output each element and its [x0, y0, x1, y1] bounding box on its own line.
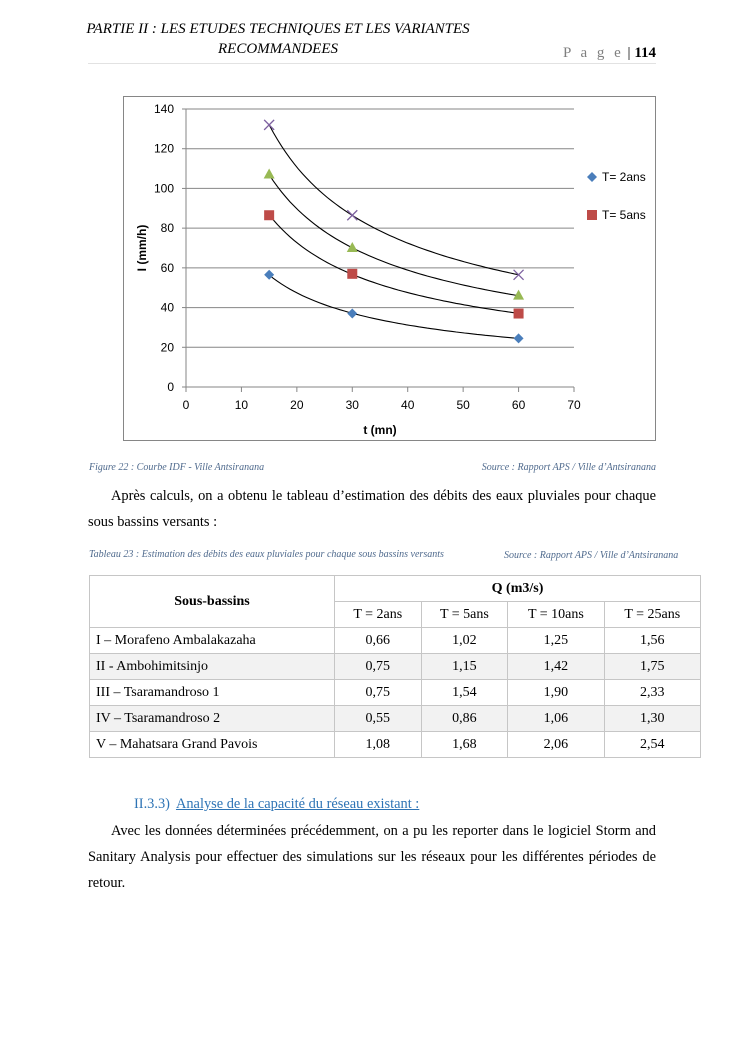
- y-tick-label: 40: [160, 300, 174, 315]
- data-point: [347, 309, 357, 319]
- section-number: II.3.3): [134, 796, 170, 812]
- flow-value: 0,75: [335, 654, 422, 680]
- legend-marker: [587, 172, 597, 182]
- flow-value: 0,55: [335, 706, 422, 732]
- section-title: Analyse de la capacité du réseau existant :: [175, 796, 420, 812]
- table-row: [90, 706, 701, 732]
- idf-chart-svg: [124, 97, 657, 442]
- flow-value: 1,90: [508, 680, 604, 706]
- figure-caption: Figure 22 : Courbe IDF - Ville Antsiranana: [89, 462, 265, 473]
- header-title-line1: PARTIE II : LES ETUDES TECHNIQUES ET LES VARIANTES: [86, 21, 470, 37]
- header-q: Q (m3/s): [335, 576, 701, 602]
- header-period: T = 10ans: [508, 602, 604, 628]
- legend-label: T= 5ans: [602, 208, 646, 222]
- paragraph-analysis-text: Avec les données déterminées précédemment, on a pu les reporter dans le logiciel Storm and Sanitary Analysis pour effectuer des simulations sur les réseaux pour les différentes périodes de retour.: [88, 823, 656, 891]
- x-tick-label: 30: [345, 398, 359, 412]
- data-point: [264, 210, 274, 220]
- table-row: [90, 732, 701, 758]
- header-title-line2: RECOMMANDEES: [218, 41, 338, 57]
- x-tick-label: 10: [234, 398, 249, 412]
- legend-marker: [587, 210, 597, 220]
- trend-line: [269, 175, 518, 296]
- flow-value: 1,25: [508, 628, 604, 654]
- paragraph-intro-text: Après calculs, on a obtenu le tableau d’estimation des débits des eaux pluviales pour chaque sous bassins versants :: [88, 488, 656, 530]
- page-separator: |: [623, 45, 635, 61]
- legend-label: T= 2ans: [602, 170, 646, 184]
- y-tick-label: 140: [153, 102, 174, 116]
- x-tick-label: 40: [401, 398, 415, 412]
- table-source: Source : Rapport APS / Ville d’Antsiranana: [504, 550, 679, 561]
- flow-value: 1,75: [604, 654, 700, 680]
- basin-name: I – Morafeno Ambalakazaha: [90, 628, 335, 654]
- table-row: [90, 680, 701, 706]
- idf-chart: [123, 96, 656, 441]
- basin-name: III – Tsaramandroso 1: [90, 680, 335, 706]
- header-period: T = 2ans: [335, 602, 422, 628]
- flow-value: 1,54: [421, 680, 508, 706]
- page-number: 114: [634, 45, 656, 61]
- paragraph-analysis: [88, 818, 656, 896]
- flow-value: 0,86: [421, 706, 508, 732]
- trend-line: [269, 215, 518, 313]
- flow-value: 1,42: [508, 654, 604, 680]
- y-axis-label: I (mm/h): [135, 224, 149, 272]
- table-caption: Tableau 23 : Estimation des débits des eaux pluviales pour chaque sous bassins versants: [89, 549, 444, 560]
- x-tick-label: 0: [182, 398, 190, 412]
- x-axis-label: t (mn): [363, 423, 397, 437]
- y-tick-label: 0: [167, 380, 174, 394]
- figure-source: Source : Rapport APS / Ville d’Antsiranana: [481, 462, 656, 473]
- data-point: [264, 169, 275, 179]
- x-tick-label: 70: [567, 398, 581, 412]
- basin-name: V – Mahatsara Grand Pavois: [90, 732, 335, 758]
- y-tick-label: 20: [160, 340, 174, 355]
- x-tick-label: 20: [290, 398, 304, 412]
- basin-name: IV – Tsaramandroso 2: [90, 706, 335, 732]
- page-label: P a g e: [562, 45, 624, 61]
- flow-table: [89, 575, 701, 758]
- header-sous-bassins: Sous-bassins: [90, 576, 335, 628]
- trend-line: [269, 125, 518, 275]
- flow-value: 1,06: [508, 706, 604, 732]
- table-row: [90, 628, 701, 654]
- flow-value: 1,15: [421, 654, 508, 680]
- page-number-block: [563, 43, 656, 63]
- flow-value: 0,66: [335, 628, 422, 654]
- flow-value: 2,06: [508, 732, 604, 758]
- y-tick-label: 120: [153, 141, 174, 156]
- flow-value: 1,08: [335, 732, 422, 758]
- data-point: [514, 333, 524, 343]
- flow-value: 0,75: [335, 680, 422, 706]
- header-divider: [88, 63, 656, 64]
- flow-value: 1,02: [421, 628, 508, 654]
- flow-value: 2,33: [604, 680, 700, 706]
- paragraph-intro: [88, 483, 656, 535]
- flow-value: 2,54: [604, 732, 700, 758]
- y-tick-label: 100: [153, 181, 174, 196]
- y-tick-label: 60: [160, 260, 174, 275]
- header-period: T = 25ans: [604, 602, 700, 628]
- trend-line: [269, 275, 518, 338]
- flow-value: 1,30: [604, 706, 700, 732]
- section-heading: [134, 796, 419, 813]
- header-period: T = 5ans: [421, 602, 508, 628]
- table-row: [90, 654, 701, 680]
- x-tick-label: 50: [456, 398, 470, 412]
- data-point: [514, 309, 524, 319]
- flow-value: 1,56: [604, 628, 700, 654]
- flow-value: 1,68: [421, 732, 508, 758]
- data-point: [347, 242, 358, 252]
- header-title: [62, 19, 494, 59]
- data-point: [347, 269, 357, 279]
- basin-name: II - Ambohimitsinjo: [90, 654, 335, 680]
- y-tick-label: 80: [160, 221, 174, 236]
- x-tick-label: 60: [511, 398, 526, 412]
